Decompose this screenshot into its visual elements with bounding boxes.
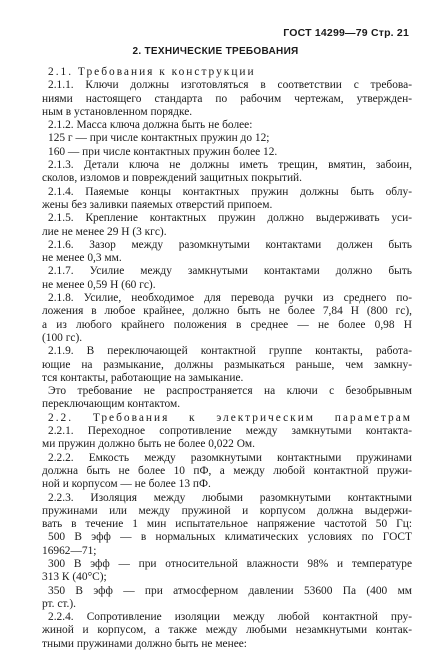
text-line: жены без заливки паяемых отверстий припоем. [42,198,273,211]
document-body [42,66,412,651]
text-line: Это требование не распространяется на ключи с безобрывным [48,385,412,398]
text-line: ложения в любое крайнее, должно быть не более 7,84 Н (800 гс), [42,305,412,318]
text-line: не менее 0,3 мм. [42,252,122,265]
text-line: (100 гс). [42,331,83,344]
text-line: переключающим контактом. [42,398,181,411]
text-line: 2.1.5. Крепление контактных пружин должно выдерживать уси- [48,212,412,225]
text-line: жиной и корпусом, а также между любыми незамкнутыми контак- [42,624,412,637]
text-line: 16962—71; [42,544,97,557]
text-line: 313 К (40°С); [42,571,107,584]
text-line: пружинами или между пружиной и корпусом должна выдержи- [42,504,412,517]
text-line: 125 г — при числе контактных пружин до 12; [48,132,270,145]
text-line: ным в установленном порядке. [42,105,193,118]
text-line: рт. ст.). [42,597,77,610]
text-line: 2.1.1. Ключи должны изготовляться в соответствии с требова- [48,79,412,92]
text-line: 2.1. Требования к конструкции [48,66,256,78]
text-line: 160 — при числе контактных пружин более 12. [48,145,278,158]
text-line: 2.1.2. Масса ключа должна быть не более: [48,119,253,132]
text-line: 2.1.7. Усилие между замкнутыми контактами должно быть [48,265,412,278]
text-line: 300 В эфф — при относительной влажности 98% и температуре [48,557,412,570]
text-line: ми пружин должно быть не более 0,022 Ом. [42,438,255,451]
text-line: 2.2.3. Изоляция между любыми разомкнутыми контактными [48,491,412,504]
text-line: 2.2.1. Переходное сопротивление между замкнутыми контакта- [48,425,412,438]
text-line: 2.1.4. Паяемые концы контактных пружин должны быть облу- [48,185,412,198]
text-line: ющие на размыкание, должны размыкаться раньше, чем замкну- [42,358,412,371]
text-line: 2.1.6. Зазор между разомкнутыми контактами должен быть [48,238,412,251]
text-line: 2.1.9. В переключающей контактной группе контакты, работа- [48,345,412,358]
text-line: ниями настоящего стандарта по рабочим чертежам, утвержден- [42,92,412,105]
text-line: лие не менее 29 Н (3 кгс). [42,225,167,238]
page-header: ГОСТ 14299—79 Стр. 21 [283,27,409,39]
text-line: 2.2. Требования к электрическим параметрам [48,411,412,424]
text-line: вать в течение 1 мин испытательное напряжение частотой 50 Гц: [42,518,412,531]
text-line: 350 В эфф — при атмосферном давлении 53600 Па (400 мм [48,584,412,597]
text-line: тся контакты, работающие на замыкание. [42,371,244,384]
text-line: а из любого крайнего положения в среднее — не более 0,98 Н [42,318,412,331]
text-line: сколов, изломов и повреждений защитных покрытий. [42,172,302,185]
text-line: ной и корпусом — не более 13 пФ. [42,478,211,491]
text-line: 500 В эфф — в нормальных климатических условиях по ГОСТ [48,531,412,544]
text-line: должна быть не более 10 пФ, а между любой контактной пружи- [42,464,412,477]
text-line: не менее 0,59 Н (60 гс). [42,278,156,291]
text-line: 2.1.3. Детали ключа не должны иметь трещин, вмятин, забоин, [48,159,412,172]
text-line: 2.2.4. Сопротивление изоляции между любой контактной пру- [48,611,412,624]
text-line: 2.1.8. Усилие, необходимое для перевода ручки из среднего по- [48,292,412,305]
text-line: тными пружинами должно быть не менее: [42,637,247,650]
section-title: 2. ТЕХНИЧЕСКИЕ ТРЕБОВАНИЯ [132,46,299,57]
text-line: 2.2.2. Емкость между разомкнутыми контактными пружинами [48,451,412,464]
